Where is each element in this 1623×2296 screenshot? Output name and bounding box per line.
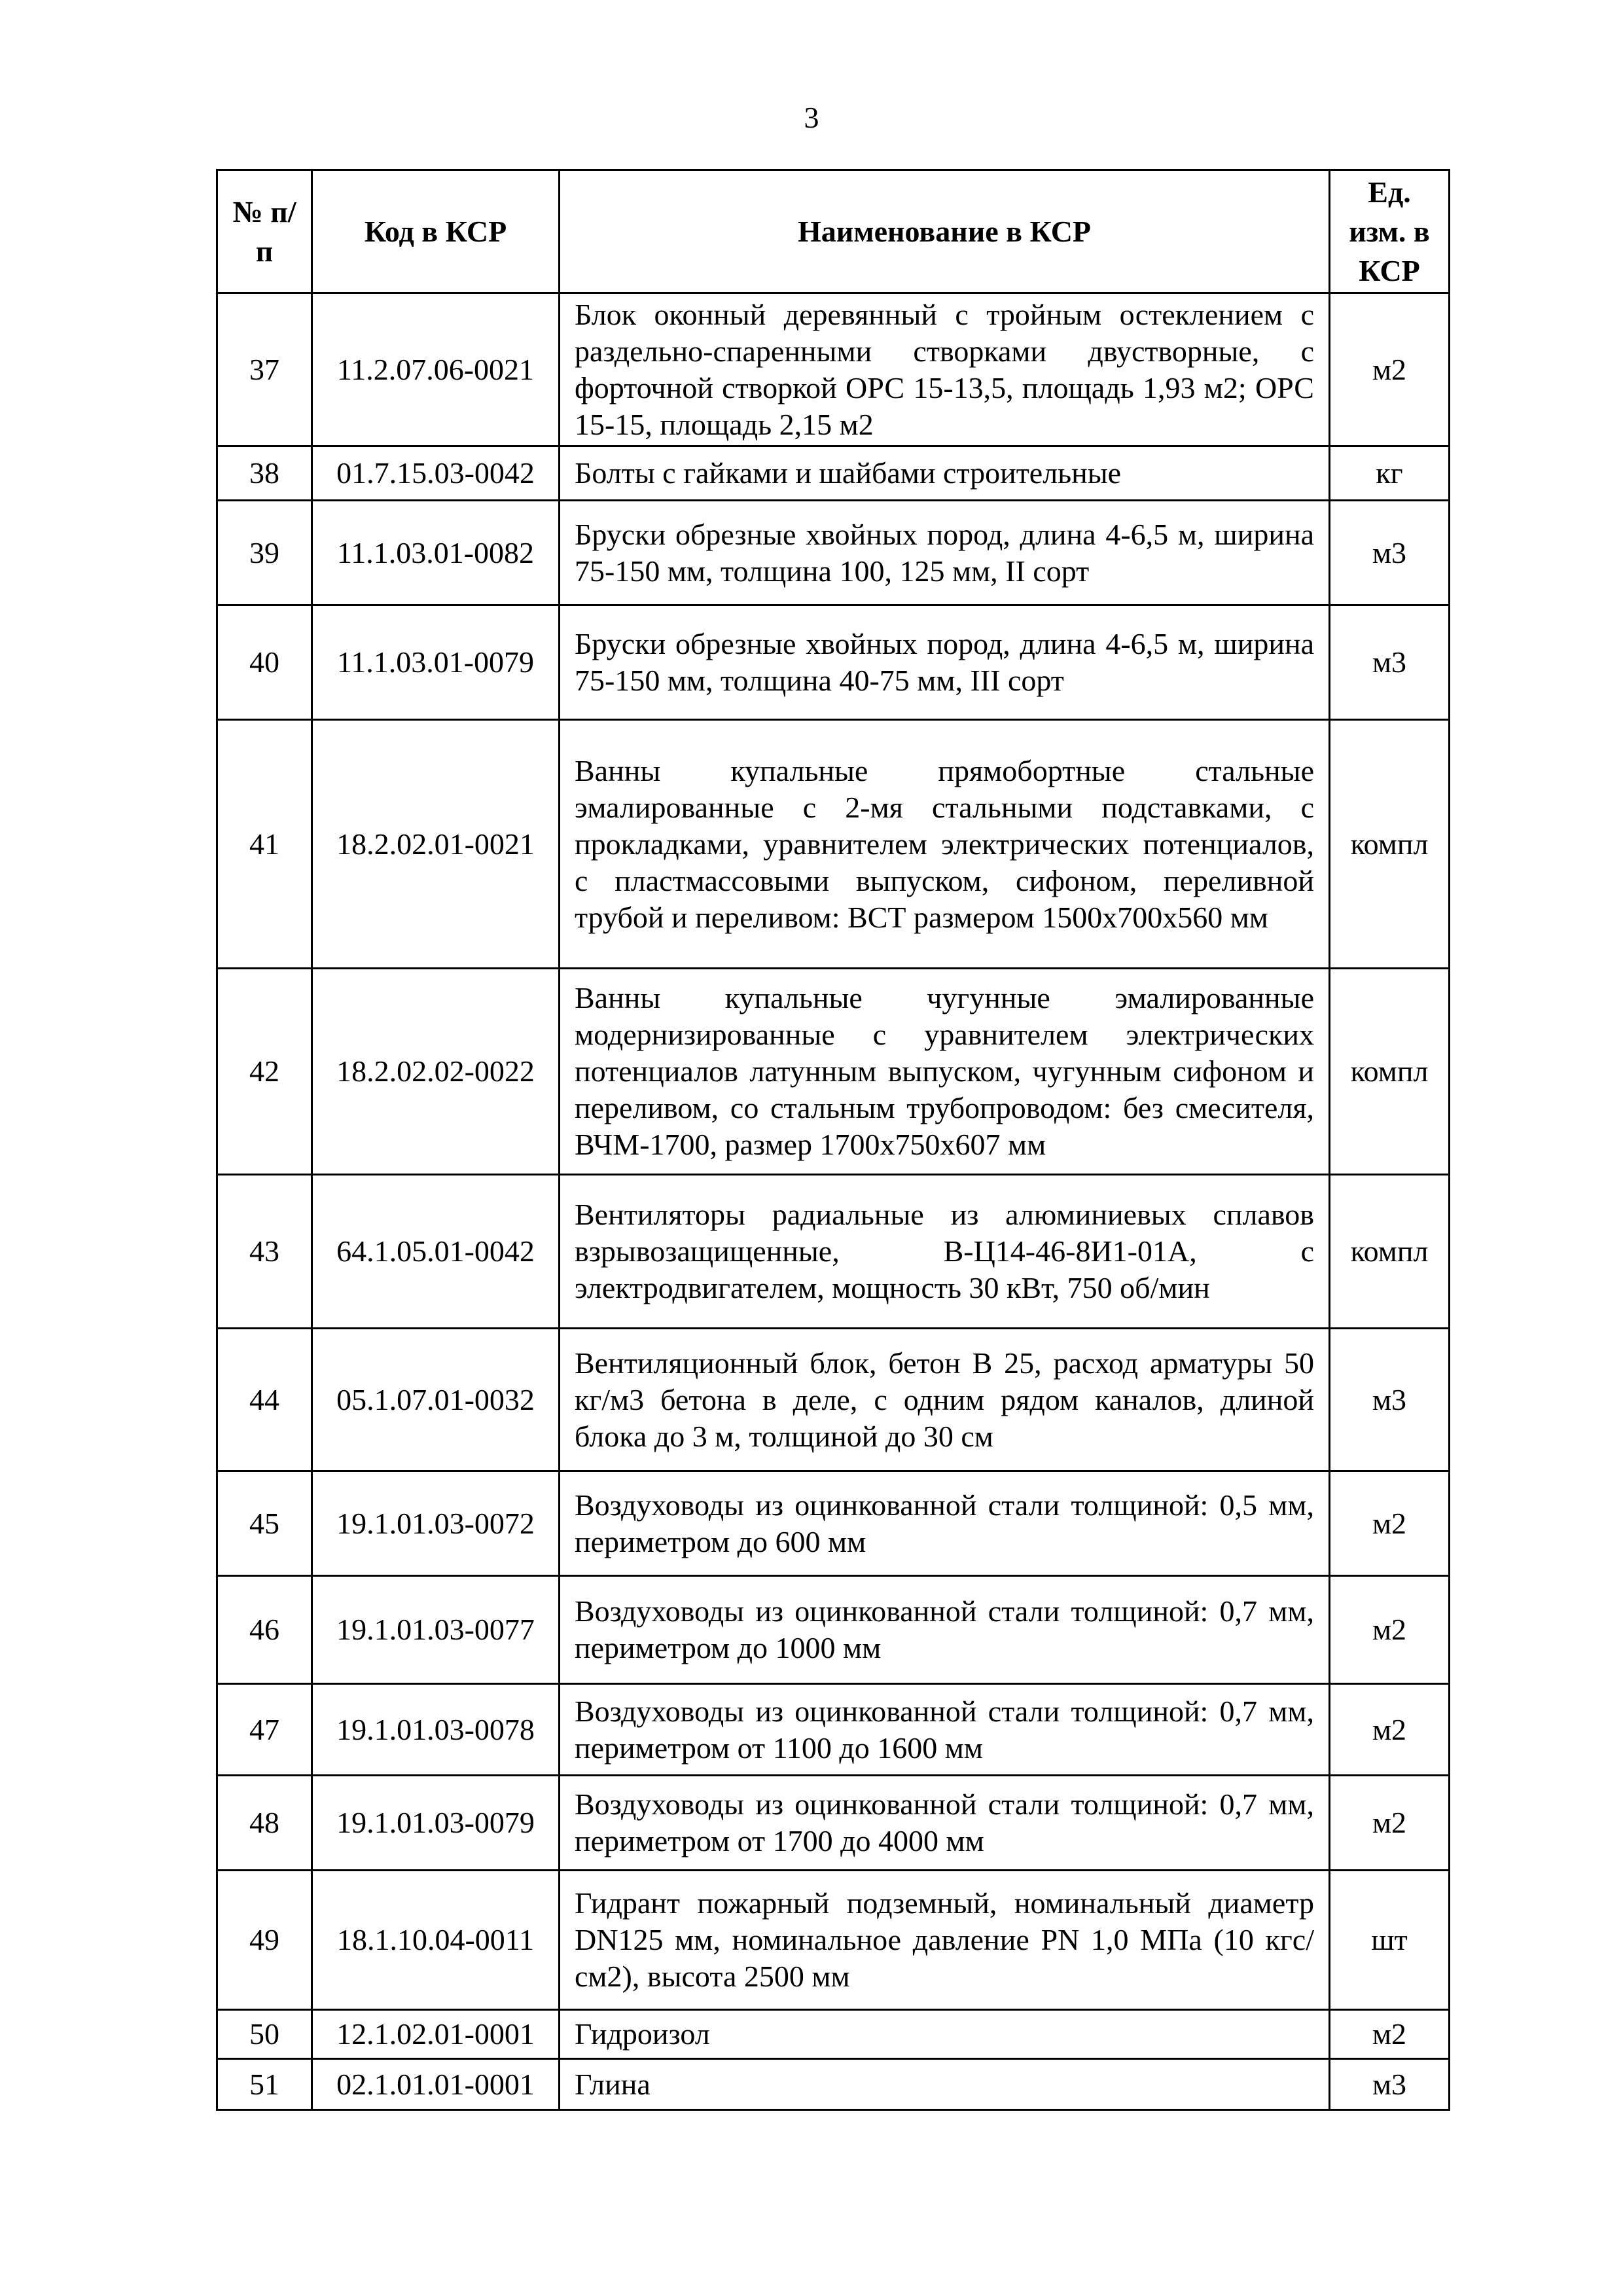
- row-code: 19.1.01.03-0078: [312, 1684, 560, 1776]
- row-unit: кг: [1330, 446, 1450, 501]
- row-unit: м2: [1330, 293, 1450, 446]
- row-name: Воздуховоды из оцинкованной стали толщиной: 0,7 мм, периметром от 1100 до 1600 мм: [560, 1684, 1330, 1776]
- row-num: 38: [217, 446, 312, 501]
- row-unit: м3: [1330, 501, 1450, 605]
- row-code: 18.2.02.02-0022: [312, 969, 560, 1175]
- row-unit: м2: [1330, 1776, 1450, 1871]
- row-code: 18.1.10.04-0011: [312, 1871, 560, 2010]
- ksr-table: [216, 169, 1450, 2111]
- row-name: Болты с гайками и шайбами строительные: [560, 446, 1330, 501]
- table-row: [217, 1776, 1450, 1871]
- row-code: 11.2.07.06-0021: [312, 293, 560, 446]
- row-num: 47: [217, 1684, 312, 1776]
- row-code: 02.1.01.01-0001: [312, 2059, 560, 2110]
- row-code: 18.2.02.01-0021: [312, 720, 560, 969]
- row-num: 45: [217, 1471, 312, 1576]
- row-unit: м2: [1330, 2010, 1450, 2059]
- page-number: 3: [804, 101, 819, 134]
- row-name: Воздуховоды из оцинкованной стали толщиной: 0,5 мм, периметром до 600 мм: [560, 1471, 1330, 1576]
- table-row: [217, 2059, 1450, 2110]
- row-unit: м2: [1330, 1576, 1450, 1684]
- table-row: [217, 969, 1450, 1175]
- row-name: Бруски обрезные хвойных пород, длина 4-6,5 м, ширина 75-150 мм, толщина 40-75 мм, III сорт: [560, 605, 1330, 720]
- header-unit: Ед. изм. в КСР: [1330, 170, 1450, 293]
- header-code: Код в КСР: [312, 170, 560, 293]
- row-code: 19.1.01.03-0072: [312, 1471, 560, 1576]
- row-name: Вентиляторы радиальные из алюминиевых сплавов взрывозащищенные, В-Ц14-46-8И1-01А, с электродвигателем, мощность 30 кВт, 750 об/мин: [560, 1175, 1330, 1329]
- header-name: Наименование в КСР: [560, 170, 1330, 293]
- row-unit: компл: [1330, 720, 1450, 969]
- row-unit: м3: [1330, 605, 1450, 720]
- table-row: [217, 1684, 1450, 1776]
- row-num: 48: [217, 1776, 312, 1871]
- row-num: 40: [217, 605, 312, 720]
- row-num: 46: [217, 1576, 312, 1684]
- row-name: Гидрант пожарный подземный, номинальный диаметр DN125 мм, номинальное давление PN 1,0 МПа (10 кгс/см2), высота 2500 мм: [560, 1871, 1330, 2010]
- row-name: Вентиляционный блок, бетон В 25, расход арматуры 50 кг/м3 бетона в деле, с одним рядом каналов, длиной блока до 3 м, толщиной до 30 см: [560, 1329, 1330, 1471]
- row-num: 51: [217, 2059, 312, 2110]
- header-num: № п/п: [217, 170, 312, 293]
- row-name: Бруски обрезные хвойных пород, длина 4-6,5 м, ширина 75-150 мм, толщина 100, 125 мм, II сорт: [560, 501, 1330, 605]
- row-name: Гидроизол: [560, 2010, 1330, 2059]
- row-num: 49: [217, 1871, 312, 2010]
- row-code: 12.1.02.01-0001: [312, 2010, 560, 2059]
- table-row: [217, 1329, 1450, 1471]
- row-code: 11.1.03.01-0082: [312, 501, 560, 605]
- row-num: 42: [217, 969, 312, 1175]
- row-name: Воздуховоды из оцинкованной стали толщиной: 0,7 мм, периметром до 1000 мм: [560, 1576, 1330, 1684]
- table-row: [217, 720, 1450, 969]
- row-name: Ванны купальные чугунные эмалированные модернизированные с уравнителем электрических потенциалов латунным выпуском, чугунным сифоном и переливом, со стальным трубопроводом: без смесителя, ВЧМ-1700, размер 1700х750х607 мм: [560, 969, 1330, 1175]
- row-unit: компл: [1330, 969, 1450, 1175]
- row-name: Воздуховоды из оцинкованной стали толщиной: 0,7 мм, периметром от 1700 до 4000 мм: [560, 1776, 1330, 1871]
- row-code: 19.1.01.03-0077: [312, 1576, 560, 1684]
- row-num: 43: [217, 1175, 312, 1329]
- table-row: [217, 2010, 1450, 2059]
- table-row: [217, 605, 1450, 720]
- table-row: [217, 1471, 1450, 1576]
- table-row: [217, 501, 1450, 605]
- row-num: 41: [217, 720, 312, 969]
- row-unit: м2: [1330, 1471, 1450, 1576]
- row-code: 05.1.07.01-0032: [312, 1329, 560, 1471]
- row-name: Глина: [560, 2059, 1330, 2110]
- row-name: Блок оконный деревянный с тройным остеклением с раздельно-спаренными створками двустворные, с форточной створкой ОРС 15-13,5, площадь 1,93 м2; ОРС 15-15, площадь 2,15 м2: [560, 293, 1330, 446]
- row-unit: шт: [1330, 1871, 1450, 2010]
- row-unit: компл: [1330, 1175, 1450, 1329]
- table-row: [217, 293, 1450, 446]
- table-row: [217, 1175, 1450, 1329]
- row-num: 39: [217, 501, 312, 605]
- table-row: [217, 1871, 1450, 2010]
- row-code: 19.1.01.03-0079: [312, 1776, 560, 1871]
- row-num: 37: [217, 293, 312, 446]
- row-unit: м2: [1330, 1684, 1450, 1776]
- table-row: [217, 446, 1450, 501]
- row-num: 50: [217, 2010, 312, 2059]
- table-row: [217, 1576, 1450, 1684]
- row-unit: м3: [1330, 1329, 1450, 1471]
- table-header-row: [217, 170, 1450, 293]
- row-code: 11.1.03.01-0079: [312, 605, 560, 720]
- row-name: Ванны купальные прямобортные стальные эмалированные с 2-мя стальными подставками, с прокладками, уравнителем электрических потенциалов, с пластмассовыми выпуском, сифоном, переливной трубой и переливом: ВСТ размером 1500х700х560 мм: [560, 720, 1330, 969]
- row-code: 01.7.15.03-0042: [312, 446, 560, 501]
- row-num: 44: [217, 1329, 312, 1471]
- row-code: 64.1.05.01-0042: [312, 1175, 560, 1329]
- row-unit: м3: [1330, 2059, 1450, 2110]
